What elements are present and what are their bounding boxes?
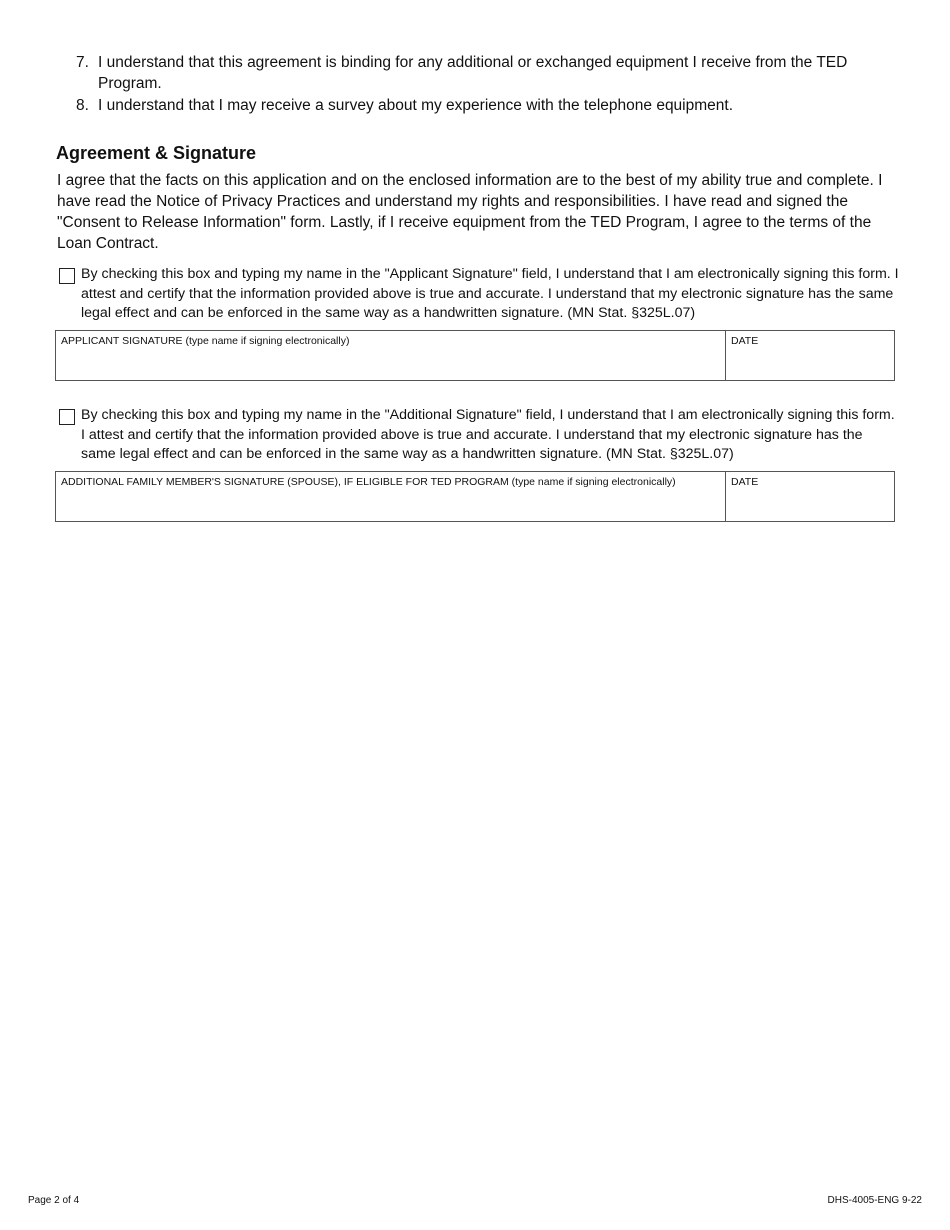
agreement-paragraph: I agree that the facts on this application and on the enclosed information are to the best of my ability true and complete. I have read the Notice of Privacy Practices and understand my rights and responsibilities. I have read and signed the "Consent to Release Information" form. Lastly, if I receive equipment from the TED Program, I agree to the terms of the Loan Contract. xyxy=(57,172,883,252)
applicant-attestation xyxy=(59,265,899,324)
additional-signature-label: ADDITIONAL FAMILY MEMBER'S SIGNATURE (SPOUSE), IF ELIGIBLE FOR TED PROGRAM (type name if signing electronically) xyxy=(61,476,676,488)
numbered-list xyxy=(76,52,896,117)
list-item xyxy=(76,95,896,116)
applicant-signature-label: APPLICANT SIGNATURE (type name if signing electronically) xyxy=(61,335,350,347)
form-id: DHS-4005-ENG 9-22 xyxy=(827,1195,922,1206)
section-heading: Agreement & Signature xyxy=(56,143,257,163)
additional-attestation xyxy=(59,406,899,465)
applicant-signature-field[interactable] xyxy=(56,331,726,380)
list-item xyxy=(76,52,896,94)
additional-signature-row xyxy=(55,471,895,522)
list-item-number: 7. xyxy=(76,54,89,71)
applicant-date-field[interactable] xyxy=(726,331,894,380)
list-item-text: I understand that I may receive a survey about my experience with the telephone equipment. xyxy=(98,97,734,114)
additional-date-field[interactable] xyxy=(726,472,894,521)
applicant-date-label: DATE xyxy=(731,335,759,347)
applicant-attestation-text: By checking this box and typing my name in the "Applicant Signature" field, I understand that I am electronically signing this form. I attest and certify that the information provided above is true and accurate. I understand that my electronic signature has the same legal effect and can be enforced in the same way as a handwritten signature. (MN Stat. §325L.07) xyxy=(81,266,899,321)
additional-consent-checkbox[interactable] xyxy=(59,409,75,425)
page-number: Page 2 of 4 xyxy=(28,1195,80,1206)
list-item-number: 8. xyxy=(76,97,89,114)
additional-date-label: DATE xyxy=(731,476,759,488)
list-item-text: I understand that this agreement is binding for any additional or exchanged equipment I receive from the TED Program. xyxy=(98,54,848,92)
additional-attestation-text: By checking this box and typing my name in the "Additional Signature" field, I understand that I am electronically signing this form. I attest and certify that the information provided above is true and accurate. I understand that my electronic signature has the same legal effect and can be enforced in the same way as a handwritten signature. (MN Stat. §325L.07) xyxy=(81,407,895,462)
applicant-consent-checkbox[interactable] xyxy=(59,268,75,284)
additional-signature-field[interactable] xyxy=(56,472,726,521)
applicant-signature-row xyxy=(55,330,895,381)
